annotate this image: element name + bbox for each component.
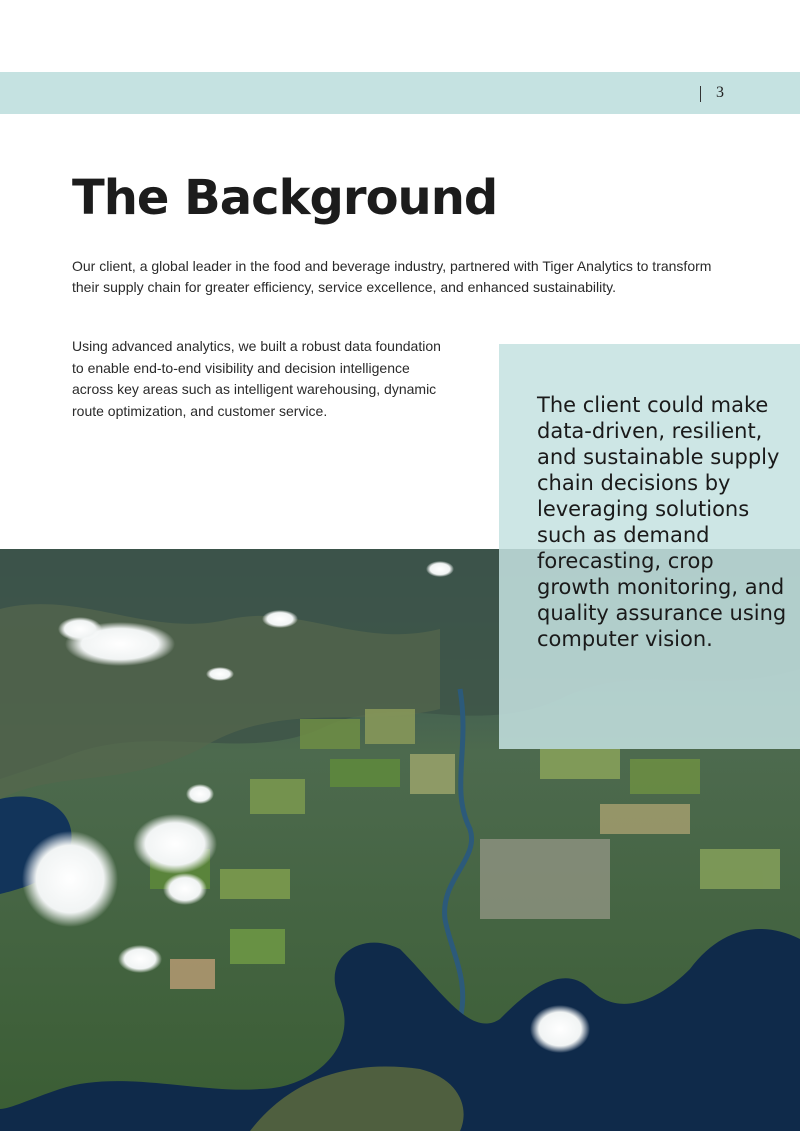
page-title: The Background	[72, 170, 498, 226]
body-paragraph: Using advanced analytics, we built a robust data foundation to enable end-to-end visibility and decision intelligence across key areas such as intelligent warehousing, dynamic route optimization, and customer service.	[72, 338, 441, 419]
page-number: 3	[716, 84, 724, 101]
callout-box	[499, 344, 800, 749]
header-band	[0, 72, 800, 114]
callout-text: The client could make data-driven, resilient, and sustainable supply chain decisions by leveraging solutions such as demand forecasting, crop growth monitoring, and quality assurance using computer vision.	[537, 393, 787, 651]
intro-paragraph: Our client, a global leader in the food and beverage industry, partnered with Tiger Analytics to transform their supply chain for greater efficiency, service excellence, and enhanced sustainability.	[72, 258, 712, 295]
page-number-separator	[700, 86, 701, 102]
